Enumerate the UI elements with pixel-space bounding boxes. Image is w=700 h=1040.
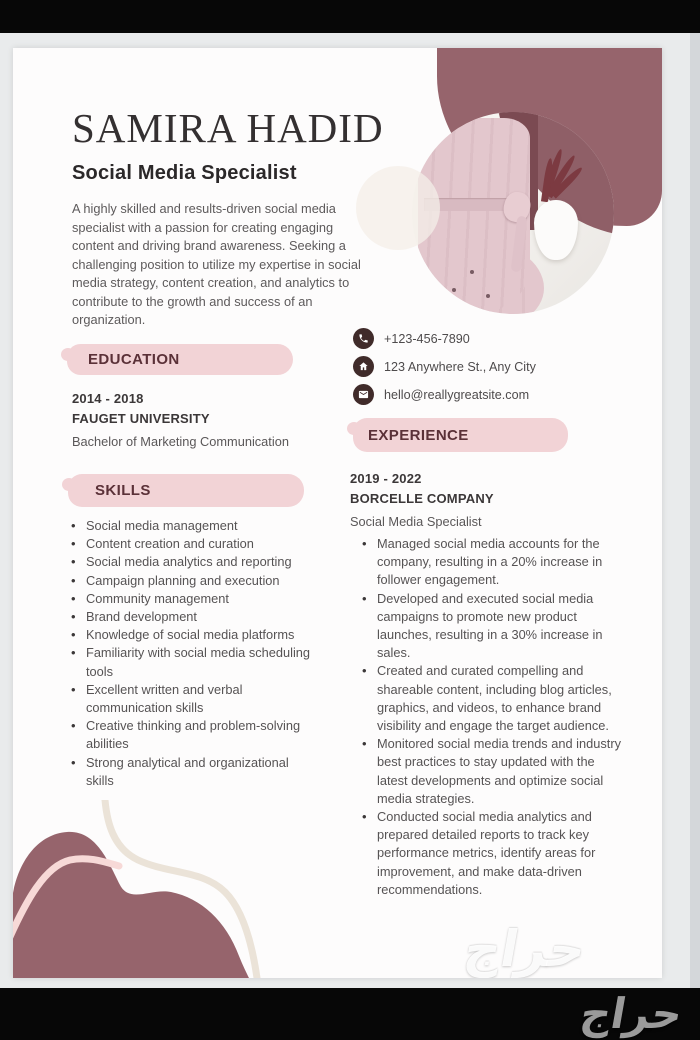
- experience-bullet: • Monitored social media trends and industry best practices to stay updated with the latest developments and optimize social media strategies.: [360, 735, 626, 808]
- phone-icon: [353, 328, 374, 349]
- top-letterbox-bar: [0, 0, 700, 33]
- skill-item: • Knowledge of social media platforms: [69, 626, 313, 644]
- skill-item: • Social media analytics and reporting: [69, 553, 313, 571]
- skill-item: • Community management: [69, 590, 313, 608]
- robe-dot: [464, 306, 468, 310]
- education-section-header: [67, 344, 293, 375]
- experience-bullet-list: [360, 535, 626, 899]
- bottom-letterbox-bar: [0, 988, 700, 1040]
- skills-heading-label: SKILLS: [95, 482, 151, 499]
- education-entry: [72, 389, 289, 452]
- watermark-logo-bar: حراج: [576, 989, 687, 1038]
- home-icon: [353, 356, 374, 377]
- skill-item: • Familiarity with social media scheduling tools: [69, 644, 313, 680]
- robe-dot: [486, 294, 490, 298]
- person-name: SAMIRA HADID: [72, 105, 384, 151]
- email-text: hello@reallygreatsite.com: [384, 387, 530, 402]
- education-degree: Bachelor of Marketing Communication: [72, 434, 289, 449]
- watermark-logo: حراج: [459, 920, 591, 978]
- photo-edge-shadow: [690, 33, 700, 988]
- experience-period: 2019 - 2022: [350, 471, 422, 486]
- summary-text: A highly skilled and results-driven social media specialist with a passion for creating engaging content and driving brand awareness. Seeking a challenging position to utilize my expertise in social media strategy, content creation, and analytics to contribute to the growth and success of an organization.: [72, 201, 361, 327]
- experience-heading-label: EXPERIENCE: [368, 426, 469, 444]
- skill-item: • Creative thinking and problem-solving abilities: [69, 717, 313, 753]
- bottom-left-decoration: [13, 800, 278, 978]
- experience-company: BORCELLE COMPANY: [350, 491, 494, 506]
- experience-bullet: • Developed and executed social media campaigns to promote new product launches, resulting in a 30% increase in sales.: [360, 590, 626, 663]
- phone-number: +123-456-7890: [384, 331, 470, 346]
- contact-email: [353, 384, 536, 405]
- skill-item: • Brand development: [69, 608, 313, 626]
- contact-phone: [353, 328, 536, 349]
- experience-bullet: • Created and curated compelling and shareable content, including blog articles, graphics, and videos, to enhance brand visibility and engage the target audience.: [360, 662, 626, 735]
- contact-block: [353, 328, 536, 412]
- resume-page: [13, 48, 662, 978]
- experience-entry: [350, 469, 494, 532]
- address-text: 123 Anywhere St., Any City: [384, 359, 536, 374]
- robe-dot: [470, 270, 474, 274]
- email-icon: [353, 384, 374, 405]
- experience-bullet: • Managed social media accounts for the company, resulting in a 20% increase in follower engagement.: [360, 535, 626, 590]
- skill-item: • Content creation and curation: [69, 535, 313, 553]
- profile-photo: [412, 112, 614, 314]
- education-heading-label: EDUCATION: [88, 351, 180, 368]
- skills-list: [69, 517, 313, 790]
- skill-item: • Strong analytical and organizational skills: [69, 754, 313, 790]
- white-vase: [534, 200, 578, 260]
- robe-dot: [452, 288, 456, 292]
- experience-bullet: • Conducted social media analytics and prepared detailed reports to track key performance metrics, identify areas for improvement, and make data-driven recommendations.: [360, 808, 626, 899]
- contact-address: [353, 356, 536, 377]
- education-school: FAUGET UNIVERSITY: [72, 411, 210, 426]
- skill-item: • Campaign planning and execution: [69, 572, 313, 590]
- skills-section-header: [68, 474, 304, 507]
- person-title: Social Media Specialist: [72, 162, 297, 184]
- skill-item: • Social media management: [69, 517, 313, 535]
- experience-role: Social Media Specialist: [350, 514, 482, 529]
- experience-section-header: [353, 418, 568, 452]
- skill-item: • Excellent written and verbal communication skills: [69, 681, 313, 717]
- education-period: 2014 - 2018: [72, 391, 144, 406]
